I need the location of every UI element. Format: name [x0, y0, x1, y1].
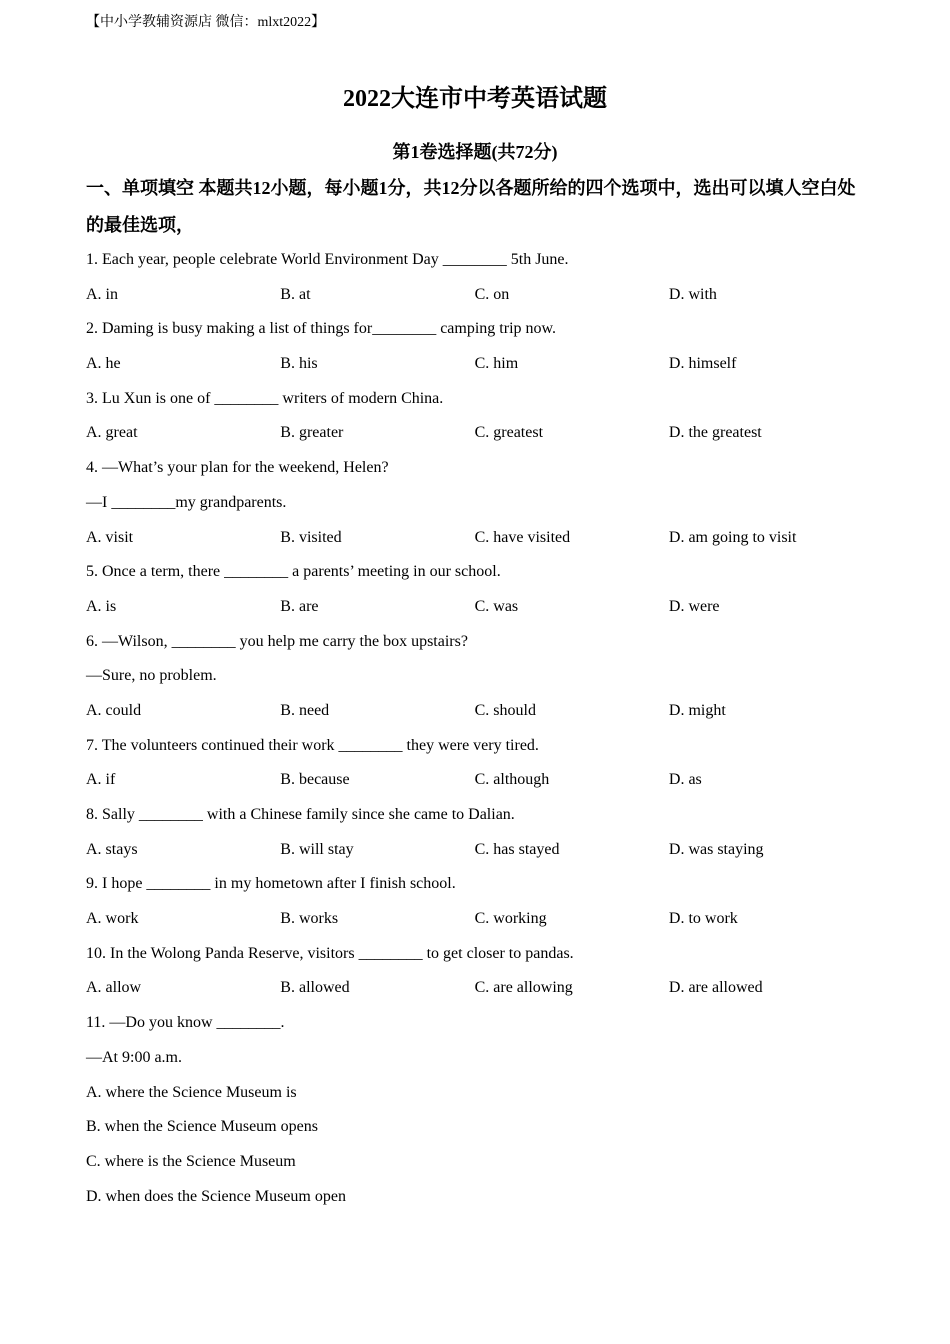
option-c[interactable]: C. have visited — [474, 528, 571, 546]
option-c[interactable]: C. where is the Science Museum — [86, 1152, 296, 1170]
option-c[interactable]: C. are allowing — [474, 979, 573, 997]
question-2-options — [86, 347, 866, 382]
option-d[interactable]: D. were — [668, 597, 720, 615]
option-b[interactable]: B. visited — [280, 528, 342, 546]
option-b[interactable]: B. are — [280, 597, 319, 615]
option-b[interactable]: B. allowed — [280, 979, 350, 997]
option-a[interactable]: A. he — [86, 355, 121, 373]
option-d[interactable]: D. himself — [668, 355, 737, 373]
option-d[interactable]: D. to work — [668, 910, 738, 928]
option-d[interactable]: D. am going to visit — [668, 528, 797, 546]
section-subtitle: 第1卷选择题(共72分) — [392, 142, 558, 162]
question-7-options — [86, 763, 866, 798]
option-a[interactable]: A. is — [86, 597, 117, 615]
option-b[interactable]: B. works — [280, 910, 339, 928]
option-c[interactable]: C. was — [474, 597, 519, 615]
question-4-options — [86, 521, 866, 556]
question-3-stem: 3. Lu Xun is one of ________ writers of modern China. — [86, 389, 444, 407]
question-10-options — [86, 971, 866, 1006]
option-d[interactable]: D. the greatest — [668, 424, 762, 442]
option-a[interactable]: A. allow — [86, 979, 142, 997]
option-c[interactable]: C. him — [474, 355, 519, 373]
option-c[interactable]: C. on — [474, 285, 510, 303]
option-d[interactable]: D. might — [668, 701, 726, 719]
question-1-options — [86, 278, 866, 313]
option-b[interactable]: B. his — [280, 355, 318, 373]
question-6-stem: 6. —Wilson, ________ you help me carry the box upstairs? — [86, 632, 468, 650]
question-list — [86, 243, 866, 1214]
question-11-stem: 11. —Do you know ________. — [86, 1014, 285, 1032]
section-instruction: 一、单项填空 本题共12小题，每小题1分，共12分以各题所给的四个选项中，选出可以填人空白处的最佳选项， — [86, 178, 856, 235]
question-2-stem: 2. Daming is busy making a list of things for________ camping trip now. — [86, 320, 557, 338]
question-5-stem: 5. Once a term, there ________ a parents’ meeting in our school. — [86, 563, 501, 581]
option-d[interactable]: D. as — [668, 771, 702, 789]
option-b[interactable]: B. because — [280, 771, 350, 789]
question-9-stem: 9. I hope ________ in my hometown after I finish school. — [86, 875, 456, 893]
option-c[interactable]: C. should — [474, 701, 536, 719]
option-a[interactable]: A. where the Science Museum is — [86, 1083, 297, 1101]
question-8-options — [86, 833, 866, 868]
question-4-stem: 4. —What’s your plan for the weekend, Helen? — [86, 459, 389, 477]
question-4-reply: —I ________my grandparents. — [86, 493, 287, 511]
question-3-options — [86, 416, 866, 451]
question-1-stem: 1. Each year, people celebrate World Environment Day ________ 5th June. — [86, 251, 569, 268]
option-b[interactable]: B. at — [280, 285, 311, 303]
question-10-stem: 10. In the Wolong Panda Reserve, visitors ________ to get closer to pandas. — [86, 944, 574, 962]
option-b[interactable]: B. need — [280, 701, 330, 719]
option-a[interactable]: A. if — [86, 771, 116, 789]
question-5-options — [86, 590, 866, 625]
option-a[interactable]: A. could — [86, 701, 142, 719]
option-c[interactable]: C. working — [474, 910, 547, 928]
option-d[interactable]: D. with — [668, 285, 717, 303]
option-c[interactable]: C. has stayed — [474, 840, 560, 858]
page-title: 2022大连市中考英语试题 — [343, 86, 607, 112]
question-6-options — [86, 694, 866, 729]
option-b[interactable]: B. greater — [280, 424, 344, 442]
option-a[interactable]: A. great — [86, 424, 138, 442]
option-c[interactable]: C. greatest — [474, 424, 544, 442]
option-d[interactable]: D. when does the Science Museum open — [86, 1187, 346, 1205]
question-8-stem: 8. Sally ________ with a Chinese family since she came to Dalian. — [86, 806, 515, 823]
option-a[interactable]: A. in — [86, 285, 118, 303]
option-c[interactable]: C. although — [474, 771, 550, 789]
question-9-options — [86, 902, 866, 937]
option-d[interactable]: D. are allowed — [668, 979, 763, 997]
option-a[interactable]: A. visit — [86, 528, 134, 546]
option-b[interactable]: B. when the Science Museum opens — [86, 1118, 318, 1136]
question-7-stem: 7. The volunteers continued their work ________ they were very tired. — [86, 736, 539, 754]
option-d[interactable]: D. was staying — [668, 840, 764, 858]
option-a[interactable]: A. stays — [86, 840, 138, 858]
question-6-reply: —Sure, no problem. — [86, 667, 217, 685]
option-b[interactable]: B. will stay — [280, 840, 354, 858]
question-11-reply: —At 9:00 a.m. — [86, 1048, 182, 1066]
option-a[interactable]: A. work — [86, 910, 139, 928]
header-note: 【中小学教辅资源店 微信：mlxt2022】 — [86, 15, 326, 30]
